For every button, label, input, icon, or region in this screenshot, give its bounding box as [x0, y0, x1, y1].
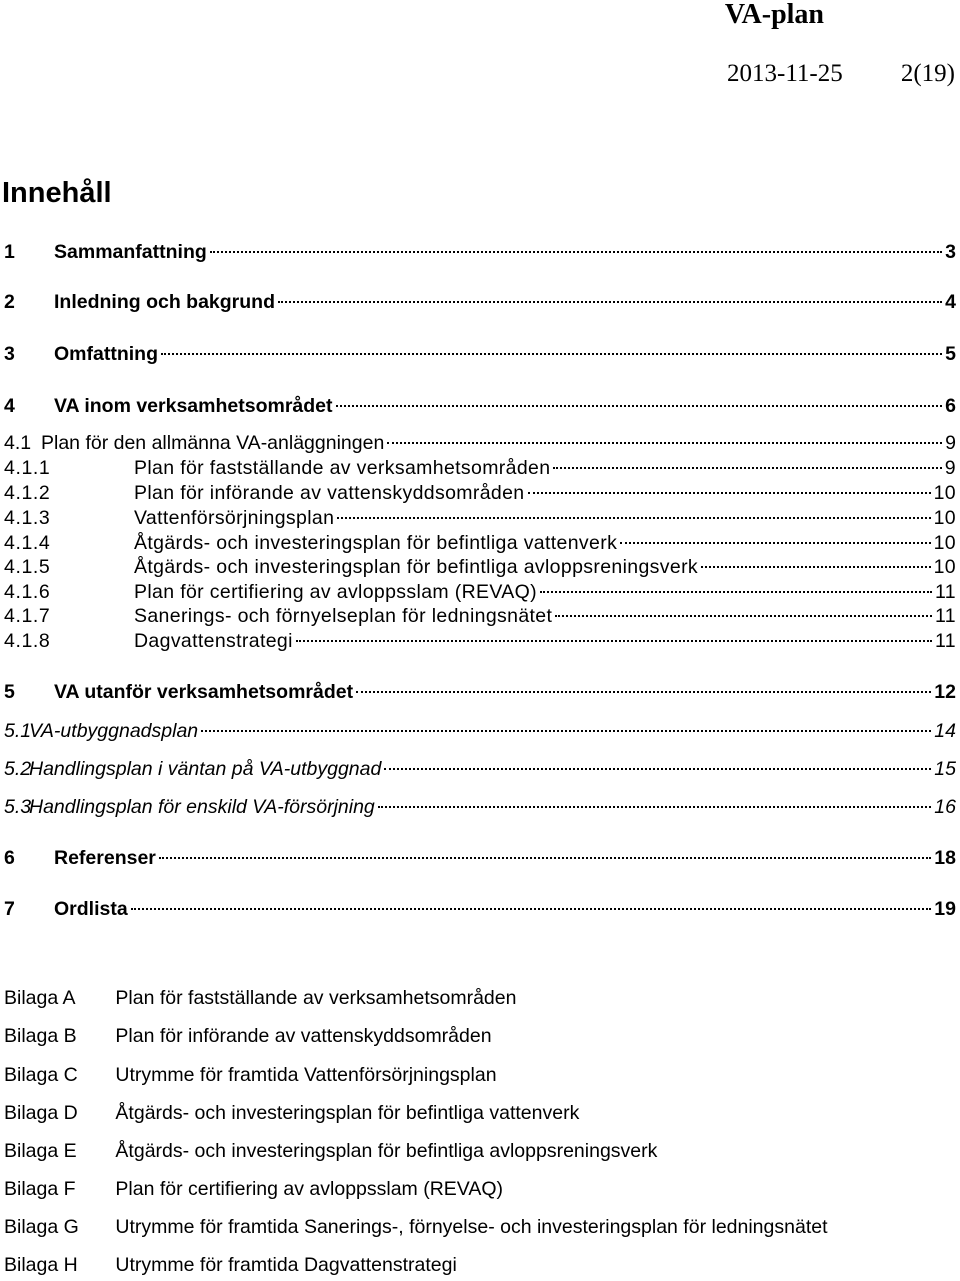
dot-leader [387, 442, 942, 444]
toc-entry-page: 9 [945, 432, 956, 454]
toc-entry-title: Vattenförsörjningsplan [134, 507, 335, 529]
toc-entry-number: 4.1.1 [4, 457, 51, 479]
toc-entry-number: 5 [4, 681, 15, 703]
attachment-title: Plan för införande av vattenskyddsområden [115, 1025, 492, 1047]
toc-entry-number: 6 [4, 847, 15, 869]
toc-entry-7[interactable] [4, 897, 956, 921]
toc-entry-page: 19 [934, 898, 956, 920]
page-number: 2(19) [900, 60, 955, 87]
toc-entry-4-1-4[interactable] [4, 531, 956, 555]
attachment-title: Utrymme för framtida Vattenförsörjningsplan [115, 1064, 497, 1086]
attachment-b [4, 1024, 492, 1048]
toc-entry-page: 16 [934, 796, 956, 818]
toc-entry-title: VA utanför verksamhetsområdet [54, 681, 354, 703]
toc-heading: Innehåll [2, 177, 112, 209]
toc-entry-number: 5.2 [4, 758, 32, 780]
attachment-label: Bilaga B [4, 1025, 77, 1047]
attachment-title: Åtgärds- och investeringsplan för befintliga vattenverk [115, 1102, 580, 1124]
toc-entry-title: VA inom verksamhetsområdet [54, 395, 333, 417]
toc-entry-page: 6 [945, 395, 956, 417]
toc-entry-title: Inledning och bakgrund [54, 291, 275, 313]
dot-leader [296, 640, 932, 642]
toc-entry-page: 11 [935, 605, 956, 627]
document-date: 2013-11-25 [727, 60, 843, 87]
dot-leader [278, 301, 942, 303]
dot-leader [378, 806, 932, 808]
attachment-label: Bilaga H [4, 1254, 78, 1276]
dot-leader [161, 353, 942, 355]
toc-entry-4-1-5[interactable] [4, 555, 956, 579]
toc-entry-title: Åtgärds- och investeringsplan för befintliga vattenverk [134, 532, 618, 554]
toc-entry-title: Handlingsplan för enskild VA-försörjning [29, 796, 375, 818]
toc-entry-page: 11 [935, 581, 956, 603]
dot-leader [540, 591, 932, 593]
toc-entry-page: 9 [944, 457, 956, 479]
toc-entry-title: Plan för införande av vattenskyddsområden [134, 482, 525, 504]
toc-entry-number: 5.3 [4, 796, 32, 818]
toc-entry-title: Ordlista [54, 898, 128, 920]
attachment-label: Bilaga A [4, 987, 76, 1009]
toc-entry-page: 5 [945, 343, 956, 365]
attachment-c [4, 1063, 497, 1087]
toc-entry-number: 4.1.6 [4, 581, 51, 603]
toc-entry-title: Referenser [54, 847, 156, 869]
attachment-title: Åtgärds- och investeringsplan för befintliga avloppsreningsverk [115, 1140, 658, 1162]
dot-leader [555, 615, 932, 617]
toc-entry-page: 10 [933, 556, 956, 578]
toc-entry-title: Åtgärds- och investeringsplan för befintliga avloppsreningsverk [134, 556, 699, 578]
toc-entry-page: 18 [934, 847, 956, 869]
toc-entry-page: 12 [934, 681, 956, 703]
dot-leader [553, 467, 941, 469]
toc-entry-number: 4.1 [4, 432, 32, 454]
attachment-title: Utrymme för framtida Sanerings-, förnyelse- och investeringsplan för ledningsnätet [115, 1216, 828, 1238]
attachment-title: Plan för certifiering av avloppsslam (REVAQ) [115, 1178, 504, 1200]
toc-entry-title: Handlingsplan i väntan på VA-utbyggnad [29, 758, 382, 780]
toc-entry-number: 5.1 [4, 720, 32, 742]
toc-entry-4-1-3[interactable] [4, 506, 956, 530]
toc-entry-number: 4.1.7 [4, 605, 51, 627]
dot-leader [384, 768, 931, 770]
toc-entry-6[interactable] [4, 846, 956, 870]
toc-entry-page: 15 [934, 758, 956, 780]
toc-entry-page: 14 [934, 720, 956, 742]
dot-leader [201, 730, 931, 732]
toc-entry-page: 10 [933, 507, 956, 529]
toc-entry-1[interactable] [4, 240, 956, 264]
toc-entry-5-1[interactable] [4, 719, 956, 743]
dot-leader [337, 517, 930, 519]
attachment-title: Utrymme för framtida Dagvattenstrategi [115, 1254, 457, 1276]
dot-leader [159, 857, 931, 859]
attachment-f [4, 1177, 503, 1201]
toc-entry-title: Sanerings- och förnyelseplan för ledningsnätet [134, 605, 553, 627]
dot-leader [701, 566, 931, 568]
dot-leader [620, 542, 930, 544]
toc-entry-title: VA-utbyggnadsplan [29, 720, 199, 742]
toc-entry-5-3[interactable] [4, 795, 956, 819]
toc-entry-title: Dagvattenstrategi [134, 630, 293, 652]
toc-entry-number: 4 [4, 395, 15, 417]
toc-entry-5[interactable] [4, 680, 956, 704]
attachment-a [4, 986, 516, 1010]
toc-entry-number: 4.1.4 [4, 532, 51, 554]
dot-leader [131, 908, 932, 910]
toc-entry-number: 2 [4, 291, 15, 313]
attachment-title: Plan för fastställande av verksamhetsområden [115, 987, 517, 1009]
toc-entry-number: 7 [4, 898, 15, 920]
toc-entry-5-2[interactable] [4, 757, 956, 781]
toc-entry-number: 4.1.8 [4, 630, 51, 652]
toc-entry-page: 11 [935, 630, 956, 652]
toc-entry-title: Sammanfattning [54, 241, 207, 263]
toc-entry-number: 1 [4, 241, 15, 263]
toc-entry-4-1-6[interactable] [4, 580, 956, 604]
attachment-h [4, 1253, 457, 1277]
toc-entry-page: 4 [945, 291, 956, 313]
dot-leader [336, 405, 943, 407]
toc-entry-page: 10 [933, 482, 956, 504]
attachment-label: Bilaga C [4, 1064, 78, 1086]
toc-entry-number: 4.1.2 [4, 482, 51, 504]
toc-entry-4-1-7[interactable] [4, 604, 956, 628]
attachment-e [4, 1139, 657, 1163]
dot-leader [356, 691, 931, 693]
document-title: VA-plan [724, 0, 824, 30]
toc-entry-2[interactable] [4, 290, 956, 314]
toc-entry-4-1-8[interactable] [4, 629, 956, 653]
attachment-label: Bilaga F [4, 1178, 76, 1200]
toc-entry-title: Plan för den allmänna VA-anläggningen [41, 432, 385, 454]
toc-entry-title: Omfattning [54, 343, 158, 365]
toc-entry-title: Plan för certifiering av avloppsslam (REVAQ) [134, 581, 538, 603]
attachment-label: Bilaga D [4, 1102, 78, 1124]
toc-entry-title: Plan för fastställande av verksamhetsområden [134, 457, 551, 479]
attachment-d [4, 1101, 579, 1125]
toc-entry-3[interactable] [4, 342, 956, 366]
toc-entry-number: 3 [4, 343, 15, 365]
toc-entry-4-1-2[interactable] [4, 481, 956, 505]
toc-entry-number: 4.1.5 [4, 556, 51, 578]
toc-entry-4-1[interactable] [4, 431, 956, 455]
toc-entry-page: 3 [945, 241, 956, 263]
attachment-label: Bilaga E [4, 1140, 77, 1162]
toc-entry-number: 4.1.3 [4, 507, 51, 529]
dot-leader [528, 492, 931, 494]
attachment-label: Bilaga G [4, 1216, 79, 1238]
toc-entry-4[interactable] [4, 394, 956, 418]
toc-entry-4-1-1[interactable] [4, 456, 956, 480]
attachment-g [4, 1215, 828, 1239]
dot-leader [210, 251, 942, 253]
toc-entry-page: 10 [933, 532, 956, 554]
